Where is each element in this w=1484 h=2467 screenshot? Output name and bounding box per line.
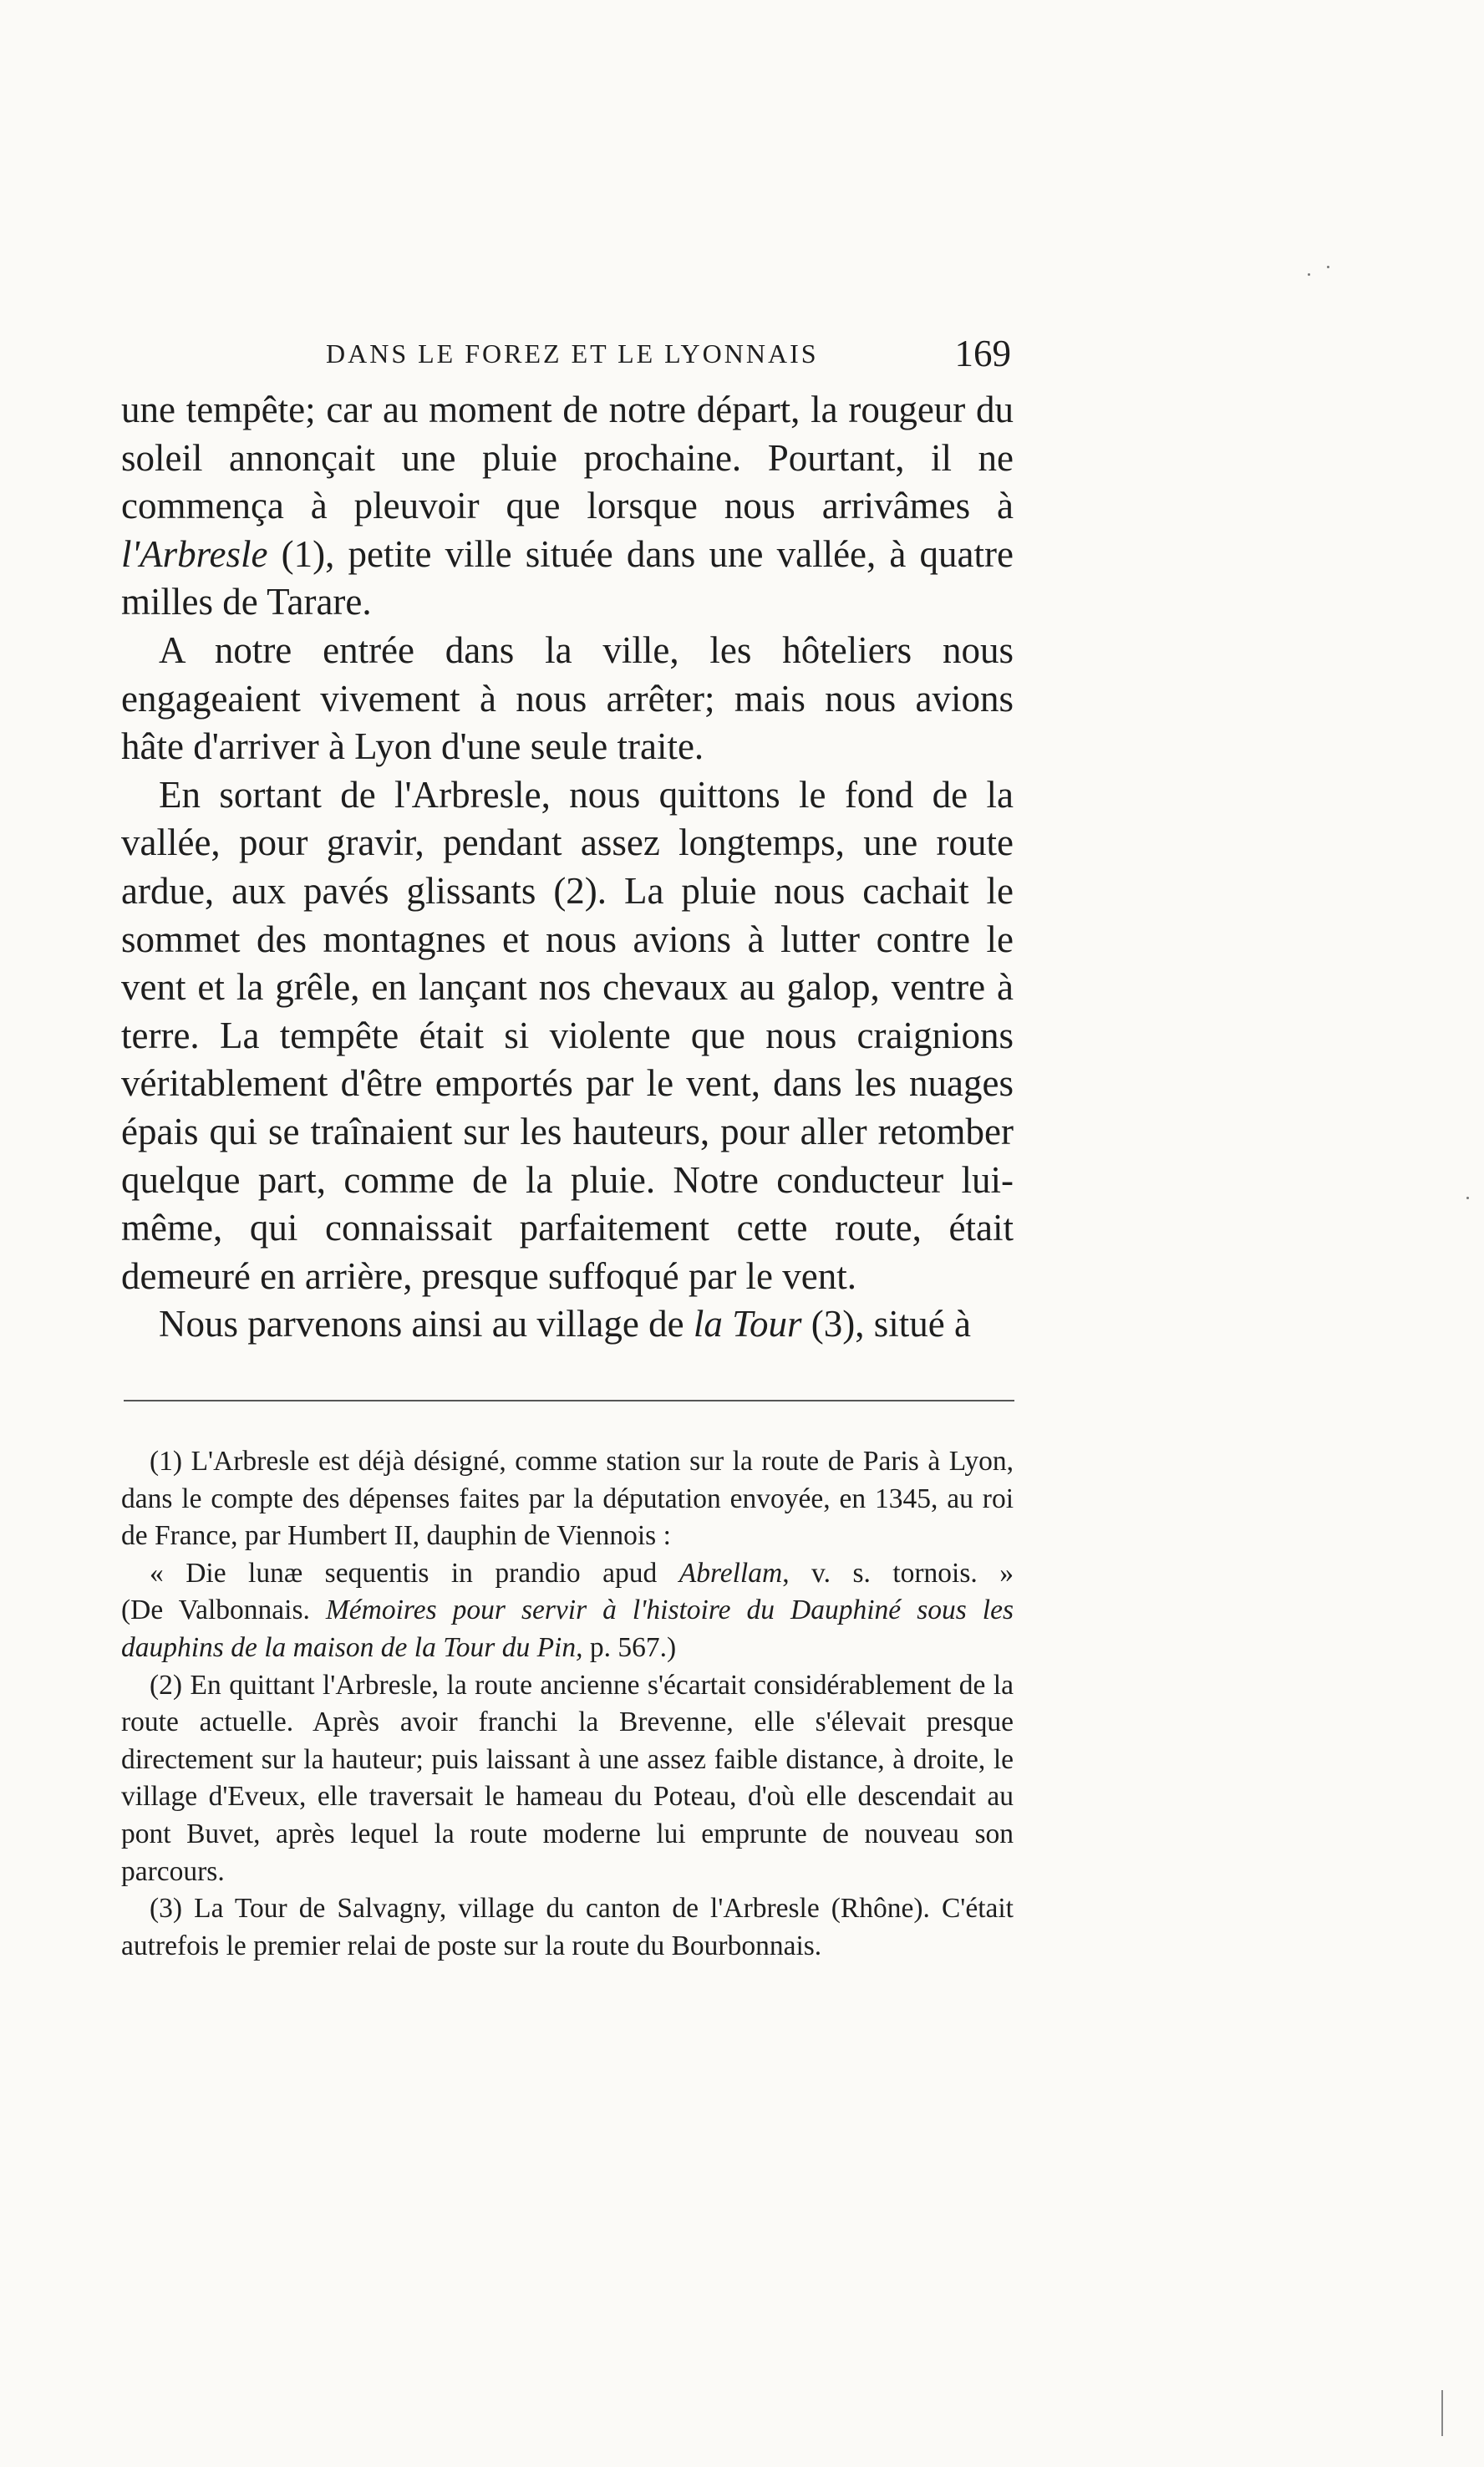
place-name-arbresle: l'Arbresle	[121, 532, 268, 575]
footnotes	[121, 1443, 1014, 1965]
footnote-1-source: (De Valbonnais. Mémoires pour servir à l'histoire du Dauphiné sous les dauphins de la maison de la Tour du Pin, p. 567.)	[121, 1595, 1014, 1663]
main-text	[121, 386, 1014, 1349]
footnote-1-quote: « Die lunæ sequentis in prandio apud Abrellam, v. s. tornois. »	[150, 1557, 1014, 1589]
footnote-1: (1) L'Arbresle est déjà désigné, comme station sur la route de Paris à Lyon, dans le compte des dépenses faites par la députation envoyée, en 1345, au roi de France, par Humbert II, dauphin de Viennois :	[121, 1446, 1014, 1552]
paragraph-4: Nous parvenons ainsi au village de la Tour (3), situé à	[159, 1303, 971, 1345]
paper-speck	[1466, 1197, 1469, 1199]
paper-speck	[1327, 266, 1329, 268]
paper-speck	[1308, 273, 1310, 276]
margin-mark	[1441, 2390, 1443, 2436]
paragraph-3: En sortant de l'Arbresle, nous quittons le fond de la vallée, pour gravir, pendant assez longtemps, une route ardue, aux pavés glissants (2). La pluie nous cachait le sommet des montagnes et nous avions à lutter contre le vent et la grêle, en lançant nos chevaux au galop, ventre à terre. La tempête était si violente que nous craignions véritablement d'être emportés par le vent, dans les nuages épais qui se traînaient sur les hauteurs, pour aller retomber quelque part, comme de la pluie. Notre conducteur lui-même, qui connaissait parfaitement cette route, était demeuré en arrière, presque suffoqué par le vent.	[121, 773, 1014, 1297]
footnote-2: (2) En quittant l'Arbresle, la route ancienne s'écartait considérablement de la route actuelle. Après avoir franchi la Brevenne, elle s'élevait presque directement sur la hauteur; puis laissant à une assez faible distance, à droite, le village d'Eveux, elle traversait le hameau du Poteau, d'où elle descendait au pont Buvet, après lequel la route moderne lui emprunte de nouveau son parcours.	[121, 1669, 1014, 1887]
footnote-3: (3) La Tour de Salvagny, village du canton de l'Arbresle (Rhône). C'était autrefois le premier relai de poste sur la route du Bourbonnais.	[121, 1893, 1014, 1961]
paragraph-2: A notre entrée dans la ville, les hôteliers nous engageaient vivement à nous arrêter; mais nous avions hâte d'arriver à Lyon d'une seule traite.	[121, 628, 1014, 768]
page-number: 169	[954, 333, 1011, 374]
place-name-la-tour: la Tour	[693, 1303, 802, 1345]
running-head	[125, 333, 1011, 389]
paragraph-1: une tempête; car au moment de notre départ, la rougeur du soleil annonçait une pluie prochaine. Pourtant, il ne commença à pleuvoir que lorsque nous arrivâmes à l'Arbresle (1), petite ville située dans une vallée, à quatre milles de Tarare.	[121, 389, 1014, 623]
running-title: DANS LE FOREZ ET LE LYONNAIS	[326, 338, 819, 369]
footnote-rule	[124, 1400, 1014, 1401]
